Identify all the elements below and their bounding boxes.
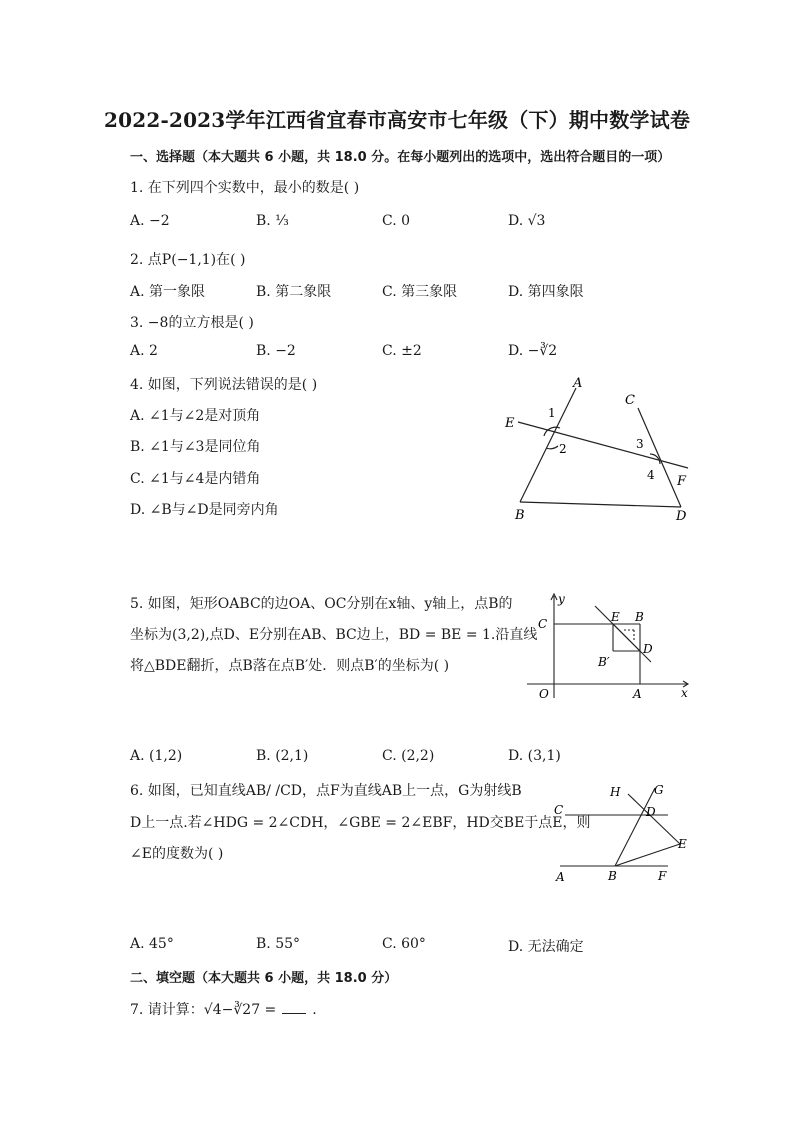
label-d: D [676,509,687,524]
question-5-line-1: 5. 如图，矩形OABC的边OA、OC分别在x轴、y轴上，点B的 [130,596,513,612]
q4-option-a: A. ∠1与∠2是对顶角 [130,408,261,424]
question-4: 4. 如图，下列说法错误的是( ) [130,377,318,393]
q1-option-c: C. 0 [382,213,411,229]
line-cd [638,408,681,507]
label-b: B [515,508,525,523]
label-b: B [608,869,617,883]
label-c: C [554,803,564,817]
label-b-prime: B′ [598,655,610,669]
question-6-line-1: 6. 如图，已知直线AB/ /CD，点F为直线AB上一点，G为射线B [130,783,522,799]
question-3: 3. −8的立方根是( ) [130,315,254,331]
label-angle-4: 4 [647,468,655,482]
q6-option-a: A. 45° [130,936,174,952]
line-bd [520,502,681,507]
question-5-line-2: 坐标为(3,2),点D、E分别在AB、BC边上，BD = BE = 1.沿直线 [130,627,538,643]
label-d: D [643,642,653,656]
q5-figure [527,588,697,703]
label-angle-2: 2 [559,442,567,456]
label-e: E [505,416,515,431]
q5-option-b: B. (2,1) [256,748,309,764]
q5-option-d: D. (3,1) [508,748,561,764]
question-1: 1. 在下列四个实数中，最小的数是( ) [130,180,360,196]
page-title: 2022-2023学年江西省宜春市高安市七年级（下）期中数学试卷 [103,108,691,132]
label-a: A [573,376,583,391]
question-6-line-3: ∠E的度数为( ) [130,846,224,862]
section-choice-heading: 一、选择题（本大题共 6 小题，共 18.0 分。在每小题列出的选项中，选出符合题目的一项） [130,150,671,165]
question-7-end: . [312,1002,317,1018]
label-x: x [681,686,688,700]
q3-option-a: A. 2 [130,343,158,359]
label-e: E [611,610,620,624]
q6-option-d: D. 无法确定 [508,939,584,955]
label-y: y [558,592,565,606]
q4-option-c: C. ∠1与∠4是内错角 [130,471,261,487]
q5-option-c: C. (2,2) [382,748,435,764]
question-2: 2. 点P(−1,1)在( ) [130,252,246,268]
label-b: B [635,610,644,624]
label-g: G [654,783,664,797]
question-6-line-2: D上一点.若∠HDG = 2∠CDH，∠GBE = 2∠EBF，HD交BE于点E，则 [130,815,591,831]
label-c: C [625,393,635,408]
q2-option-b: B. 第二象限 [256,284,332,300]
q3-option-b: B. −2 [256,343,296,359]
q4-option-b: B. ∠1与∠3是同位角 [130,439,261,455]
label-a: A [633,687,642,701]
label-h: H [610,785,621,799]
q3-option-d: D. −∛2 [508,343,558,359]
q3-option-c: C. ±2 [382,343,422,359]
q4-figure [500,372,695,524]
q2-option-c: C. 第三象限 [382,284,458,300]
q5-option-a: A. (1,2) [130,748,183,764]
q6-figure [550,780,700,890]
label-c: C [538,617,548,631]
q1-option-b: B. ⅓ [256,213,289,229]
line-ef [518,422,688,468]
label-angle-1: 1 [548,406,556,420]
section-fill-heading: 二、填空题（本大题共 6 小题，共 18.0 分） [130,971,398,986]
label-o: O [539,687,549,701]
q2-option-d: D. 第四象限 [508,284,584,300]
label-a: A [556,870,565,884]
label-f: F [677,474,687,489]
q4-option-d: D. ∠B与∠D是同旁内角 [130,502,279,518]
label-d: D [646,805,656,819]
q6-option-c: C. 60° [382,936,426,952]
label-e: E [678,837,687,851]
question-7 [130,999,317,1019]
answer-blank [282,1013,306,1014]
question-7-text: 7. 请计算：√4−∛27 = [130,1002,277,1018]
question-5-line-3: 将△BDE翻折，点B落在点B′处．则点B′的坐标为( ) [130,658,450,674]
q6-option-b: B. 55° [256,936,301,952]
label-angle-3: 3 [636,437,644,451]
q1-option-a: A. −2 [130,213,170,229]
line-he [628,794,680,844]
q2-option-a: A. 第一象限 [130,284,206,300]
label-f: F [658,869,667,883]
q1-option-d: D. √3 [508,213,546,229]
